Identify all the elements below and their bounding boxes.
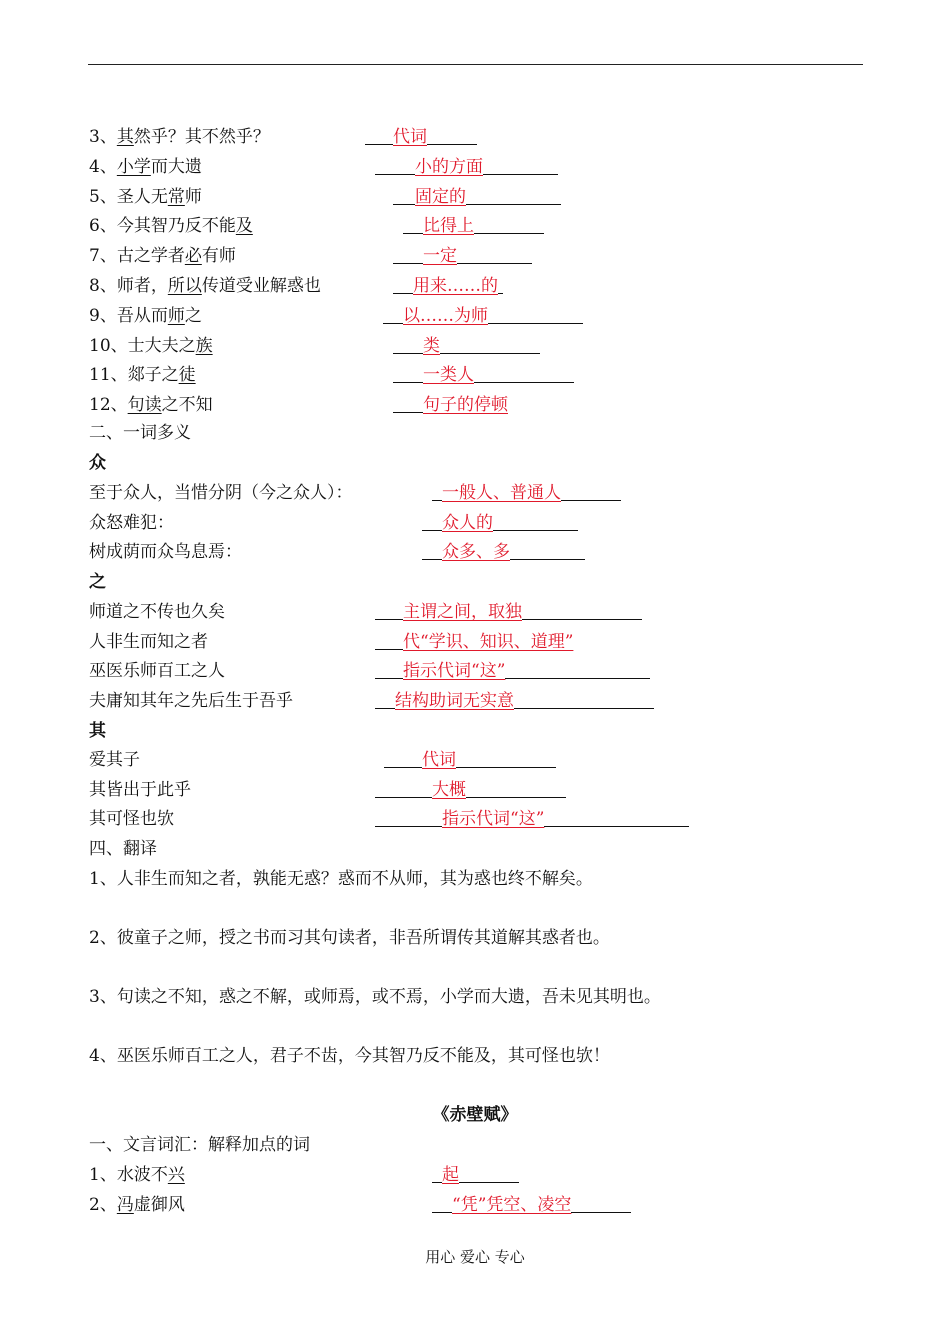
blank-lead <box>432 480 442 501</box>
answer-blank <box>403 213 544 239</box>
marked-word: 兴 <box>167 1165 185 1185</box>
blank-tail <box>514 688 654 709</box>
answer-blank <box>432 1162 519 1188</box>
section-title: 二、一词多义 <box>89 423 191 443</box>
blank-lead <box>375 599 403 620</box>
answer-text: 小的方面 <box>415 156 483 177</box>
marked-word: 族 <box>195 335 213 356</box>
section-title: 一、文言词汇：解释加点的词 <box>89 1135 310 1155</box>
answer-blank <box>375 777 566 803</box>
answer-blank <box>375 599 642 625</box>
blank-lead <box>422 539 442 560</box>
answer-blank <box>375 658 650 684</box>
blank-tail <box>474 213 544 234</box>
answer-blank <box>393 392 508 418</box>
blank-lead <box>384 747 422 768</box>
page-footer: 用心 爱心 专心 <box>425 1248 525 1266</box>
question-text: 6、今其智乃反不能及 <box>89 216 253 237</box>
answer-text: 比得上 <box>423 216 474 237</box>
answer-text: 主谓之间，取独 <box>403 602 522 622</box>
marked-word: 句读 <box>127 395 162 416</box>
question-text: 8、师者，所以传道受业解惑也 <box>89 276 321 296</box>
question-text: 10、士大夫之族 <box>89 335 213 356</box>
question-text: 其可怪也欤 <box>89 809 174 830</box>
answer-text: 一定 <box>423 246 457 267</box>
answer-blank <box>375 688 654 714</box>
word-heading: 之 <box>89 572 106 592</box>
question-text: 巫医乐师百工之人 <box>89 661 225 682</box>
answer-text: 句子的停顿 <box>423 395 508 416</box>
blank-tail <box>571 1192 631 1213</box>
answer-text: 众多、多 <box>442 542 510 563</box>
blank-tail <box>498 273 503 294</box>
blank-lead <box>393 243 423 264</box>
answer-text: 指示代词“这” <box>403 661 506 682</box>
answer-blank <box>375 154 558 180</box>
blank-lead <box>393 184 415 205</box>
answer-blank <box>383 303 583 329</box>
blank-tail <box>510 539 585 560</box>
answer-text: 一类人 <box>423 365 474 386</box>
answer-blank <box>422 510 578 536</box>
question-text: 2、冯虚御风 <box>89 1195 185 1215</box>
answer-text: 起 <box>442 1165 459 1185</box>
question-text: 树成荫而众鸟息焉： <box>89 542 242 563</box>
blank-tail <box>561 480 621 501</box>
blank-tail <box>466 777 566 798</box>
blank-lead <box>375 777 432 798</box>
blank-lead <box>393 392 423 413</box>
question-text: 众怒难犯： <box>89 512 174 533</box>
question-text: 夫庸知其年之先后生于吾乎 <box>89 691 293 712</box>
marked-word: 其 <box>116 127 134 147</box>
translation-item: 2、彼童子之师，授之书而习其句读者，非吾所谓传其道解其惑者也。 <box>89 928 610 948</box>
answer-blank <box>422 539 585 565</box>
blank-lead <box>432 1162 442 1183</box>
question-text: 1、水波不兴 <box>89 1165 185 1185</box>
blank-tail <box>483 154 558 175</box>
chibi-title: 《赤壁赋》 <box>432 1105 518 1125</box>
blank-lead <box>375 154 415 175</box>
blank-lead <box>393 273 413 294</box>
question-text: 11、郯子之徒 <box>89 365 196 386</box>
answer-blank <box>375 806 689 832</box>
blank-tail <box>456 747 556 768</box>
answer-blank <box>365 124 477 150</box>
question-text: 5、圣人无常师 <box>89 186 202 207</box>
marked-word: 冯 <box>116 1195 134 1215</box>
blank-lead <box>375 688 395 709</box>
header-rule <box>88 64 863 65</box>
answer-blank <box>432 1192 631 1218</box>
blank-tail <box>440 333 540 354</box>
answer-text: 类 <box>423 335 440 356</box>
blank-tail <box>505 658 650 679</box>
answer-text: 指示代词“这” <box>442 809 545 830</box>
marked-word: 徒 <box>178 365 196 386</box>
marked-word: 所以 <box>167 276 202 296</box>
blank-tail <box>474 362 574 383</box>
answer-blank <box>393 273 503 299</box>
blank-tail <box>544 806 689 827</box>
answer-blank <box>432 480 621 506</box>
answer-text: 以……为师 <box>403 305 488 326</box>
marked-word: 常 <box>167 186 185 207</box>
blank-tail <box>427 124 477 145</box>
marked-word: 小学 <box>116 156 151 177</box>
translation-item: 4、巫医乐师百工之人，君子不齿，今其智乃反不能及，其可怪也欤！ <box>89 1046 610 1066</box>
question-text: 人非生而知之者 <box>89 631 208 652</box>
answer-blank <box>393 333 540 359</box>
question-text: 师道之不传也久矣 <box>89 602 225 622</box>
translation-item: 1、人非生而知之者，孰能无惑？惑而不从师，其为惑也终不解矣。 <box>89 869 593 889</box>
blank-lead <box>393 333 423 354</box>
blank-tail <box>488 303 583 324</box>
marked-word: 师 <box>167 305 185 326</box>
question-text: 9、吾从而师之 <box>89 305 202 326</box>
word-heading: 其 <box>89 721 106 741</box>
blank-lead <box>383 303 403 324</box>
section-title: 四、翻译 <box>89 839 157 859</box>
marked-word: 及 <box>235 216 253 237</box>
question-text: 至于众人，当惜分阴（今之众人）： <box>89 483 353 503</box>
blank-lead <box>403 213 423 234</box>
question-text: 其皆出于此乎 <box>89 779 191 800</box>
word-heading: 众 <box>89 453 106 473</box>
question-text: 7、古之学者必有师 <box>89 246 236 267</box>
blank-lead <box>393 362 423 383</box>
question-text: 12、句读之不知 <box>89 395 213 416</box>
answer-text: 代词 <box>422 750 456 770</box>
answer-text: 固定的 <box>415 186 466 207</box>
blank-tail <box>459 1162 519 1183</box>
answer-text: 结构助词无实意 <box>395 691 514 712</box>
answer-blank <box>393 243 532 269</box>
blank-tail <box>457 243 532 264</box>
blank-lead <box>375 658 403 679</box>
answer-text: 代词 <box>393 127 427 147</box>
answer-text: “凭”凭空、凌空 <box>452 1195 572 1215</box>
translation-item: 3、句读之不知，惑之不解，或师焉，或不焉，小学而大遗，吾未见其明也。 <box>89 987 661 1007</box>
blank-lead <box>432 1192 452 1213</box>
blank-tail <box>522 599 642 620</box>
answer-blank <box>375 629 573 655</box>
question-text: 4、小学而大遗 <box>89 156 202 177</box>
answer-blank <box>393 184 561 210</box>
answer-blank <box>384 747 556 773</box>
marked-word: 必 <box>184 246 202 267</box>
answer-text: 代“学识、知识、道理” <box>403 631 574 652</box>
question-text: 3、其然乎？其不然乎？ <box>89 127 270 147</box>
blank-tail <box>493 510 578 531</box>
blank-lead <box>375 806 442 827</box>
blank-lead <box>422 510 442 531</box>
blank-lead <box>365 124 393 145</box>
answer-blank <box>393 362 574 388</box>
answer-text: 众人的 <box>442 512 493 533</box>
answer-text: 用来……的 <box>413 276 498 296</box>
blank-lead <box>375 629 403 650</box>
question-text: 爱其子 <box>89 750 140 770</box>
answer-text: 一般人、普通人 <box>442 483 561 503</box>
answer-text: 大概 <box>432 779 466 800</box>
blank-tail <box>466 184 561 205</box>
